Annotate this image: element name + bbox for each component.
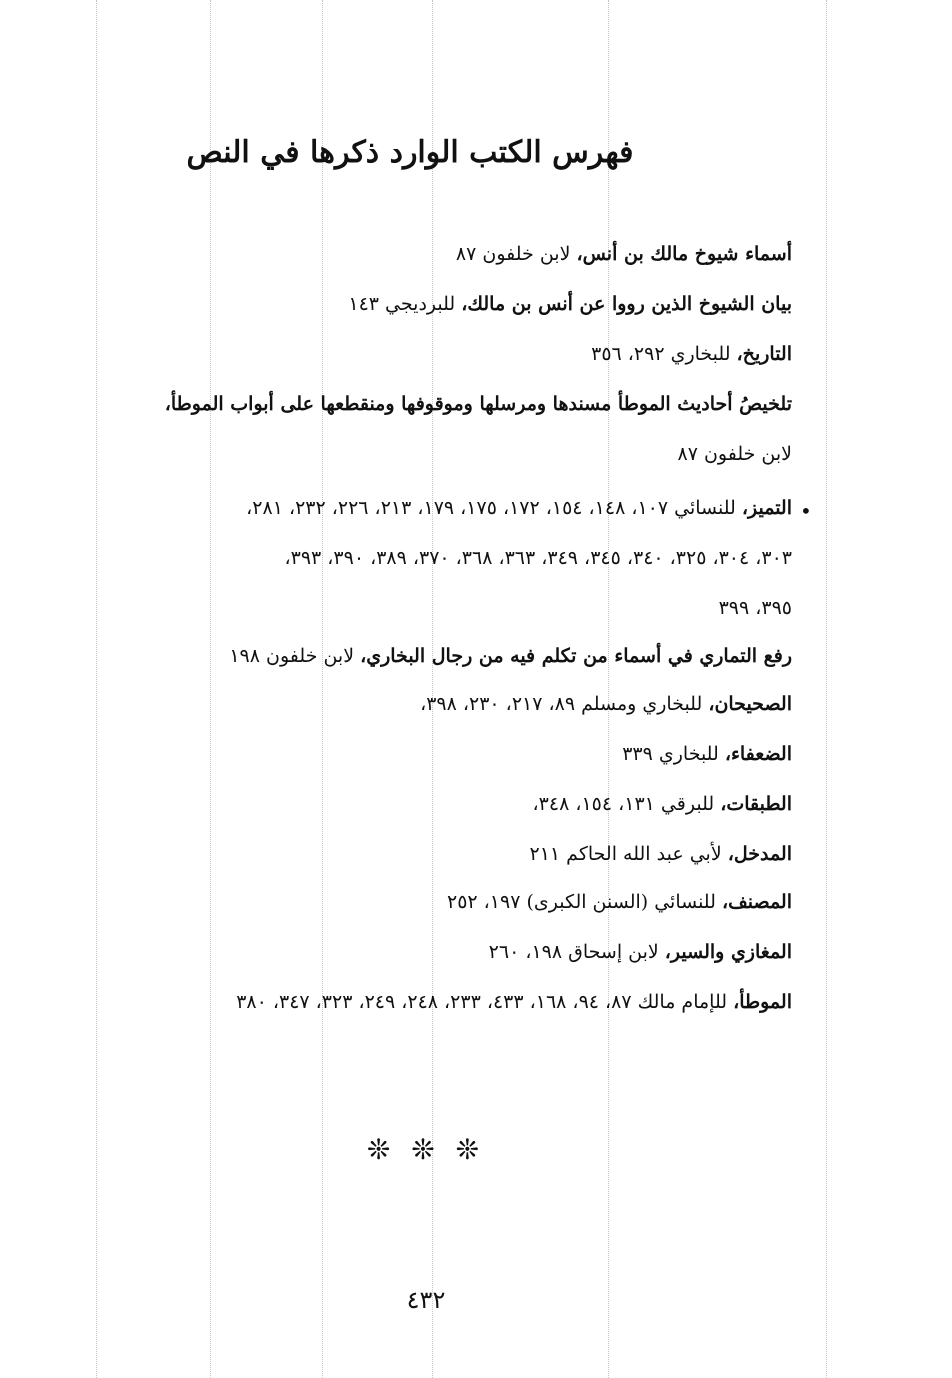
index-entry	[622, 736, 792, 772]
book-title: التاريخ،	[736, 343, 792, 365]
book-title: الطبقات،	[720, 793, 792, 815]
book-info: للبرديجي ١٤٣	[348, 293, 462, 315]
book-info: للبخاري ومسلم ٨٩، ٢١٧، ٢٣٠، ٣٩٨،	[420, 693, 709, 715]
book-info: ٣٩٥، ٣٩٩	[718, 597, 792, 619]
index-entry-continuation	[284, 540, 792, 576]
index-entry	[530, 836, 792, 872]
book-title: المدخل،	[727, 843, 792, 865]
book-info: للبرقي ١٣١، ١٥٤، ٣٤٨،	[532, 793, 721, 815]
book-info: للنسائي ١٠٧، ١٤٨، ١٥٤، ١٧٢، ١٧٥، ١٧٩، ٢١٣، ٢٢٦، ٢٣٢، ٢٨١،	[246, 497, 742, 519]
scan-guide-line	[210, 0, 211, 1378]
index-entry	[229, 638, 792, 674]
scan-guide-line	[826, 0, 827, 1378]
book-info: للبخاري ٣٣٩	[622, 743, 725, 765]
index-entry-continuation	[719, 590, 792, 626]
bullet-mark: •	[800, 499, 812, 523]
index-entry	[591, 336, 792, 372]
book-title: أسماء شيوخ مالك بن أنس،	[576, 243, 792, 265]
book-title: رفع التماري في أسماء من تكلم فيه من رجال البخاري،	[360, 645, 792, 667]
book-title: المصنف،	[721, 891, 792, 913]
section-separator: ❊ ❊ ❊	[366, 1133, 486, 1166]
index-entry-continuation	[677, 436, 792, 472]
index-entry	[447, 884, 792, 920]
book-info: للإمام مالك ٨٧، ٩٤، ١٦٨، ٤٣٣، ٢٣٣، ٢٤٨، ٢٤٩، ٣٢٣، ٣٤٧، ٣٨٠	[236, 991, 734, 1013]
book-info: لابن خلفون ٨٧	[455, 243, 577, 265]
index-entry	[165, 386, 792, 422]
book-info: للنسائي (السنن الكبرى) ١٩٧، ٢٥٢	[446, 891, 722, 913]
book-title: المغازي والسير،	[664, 941, 792, 963]
page-number: ٤٣٢	[406, 1286, 446, 1314]
book-info: لابن خلفون ١٩٨	[229, 645, 361, 667]
book-title: التميز،	[741, 497, 792, 519]
book-info: لابن خلفون ٨٧	[677, 443, 792, 465]
book-info: ٣٠٣، ٣٠٤، ٣٢٥، ٣٤٠، ٣٤٥، ٣٤٩، ٣٦٣، ٣٦٨، ٣٧٠، ٣٨٩، ٣٩٠، ٣٩٣،	[284, 547, 792, 569]
index-entry	[348, 286, 792, 322]
index-entry	[246, 490, 792, 526]
scan-guide-line	[322, 0, 323, 1378]
book-title: الموطأ،	[733, 991, 792, 1013]
book-title: الضعفاء،	[724, 743, 792, 765]
book-info: للبخاري ٢٩٢، ٣٥٦	[591, 343, 737, 365]
index-entry	[533, 786, 792, 822]
page-title: فهرس الكتب الوارد ذكرها في النص	[186, 135, 634, 170]
book-title: تلخيصُ أحاديث الموطأ مسندها ومرسلها وموقوفها ومنقطعها على أبواب الموطأ،	[164, 393, 792, 415]
scan-guide-line	[96, 0, 97, 1378]
book-title: بيان الشيوخ الذين رووا عن أنس بن مالك،	[461, 293, 792, 315]
index-entry	[236, 984, 792, 1020]
index-entry	[456, 236, 792, 272]
index-entry	[489, 934, 792, 970]
book-info: لابن إسحاق ١٩٨، ٢٦٠	[488, 941, 665, 963]
book-info: لأبي عبد الله الحاكم ٢١١	[529, 843, 728, 865]
book-title: الصحيحان،	[708, 693, 792, 715]
index-entry	[420, 686, 792, 722]
